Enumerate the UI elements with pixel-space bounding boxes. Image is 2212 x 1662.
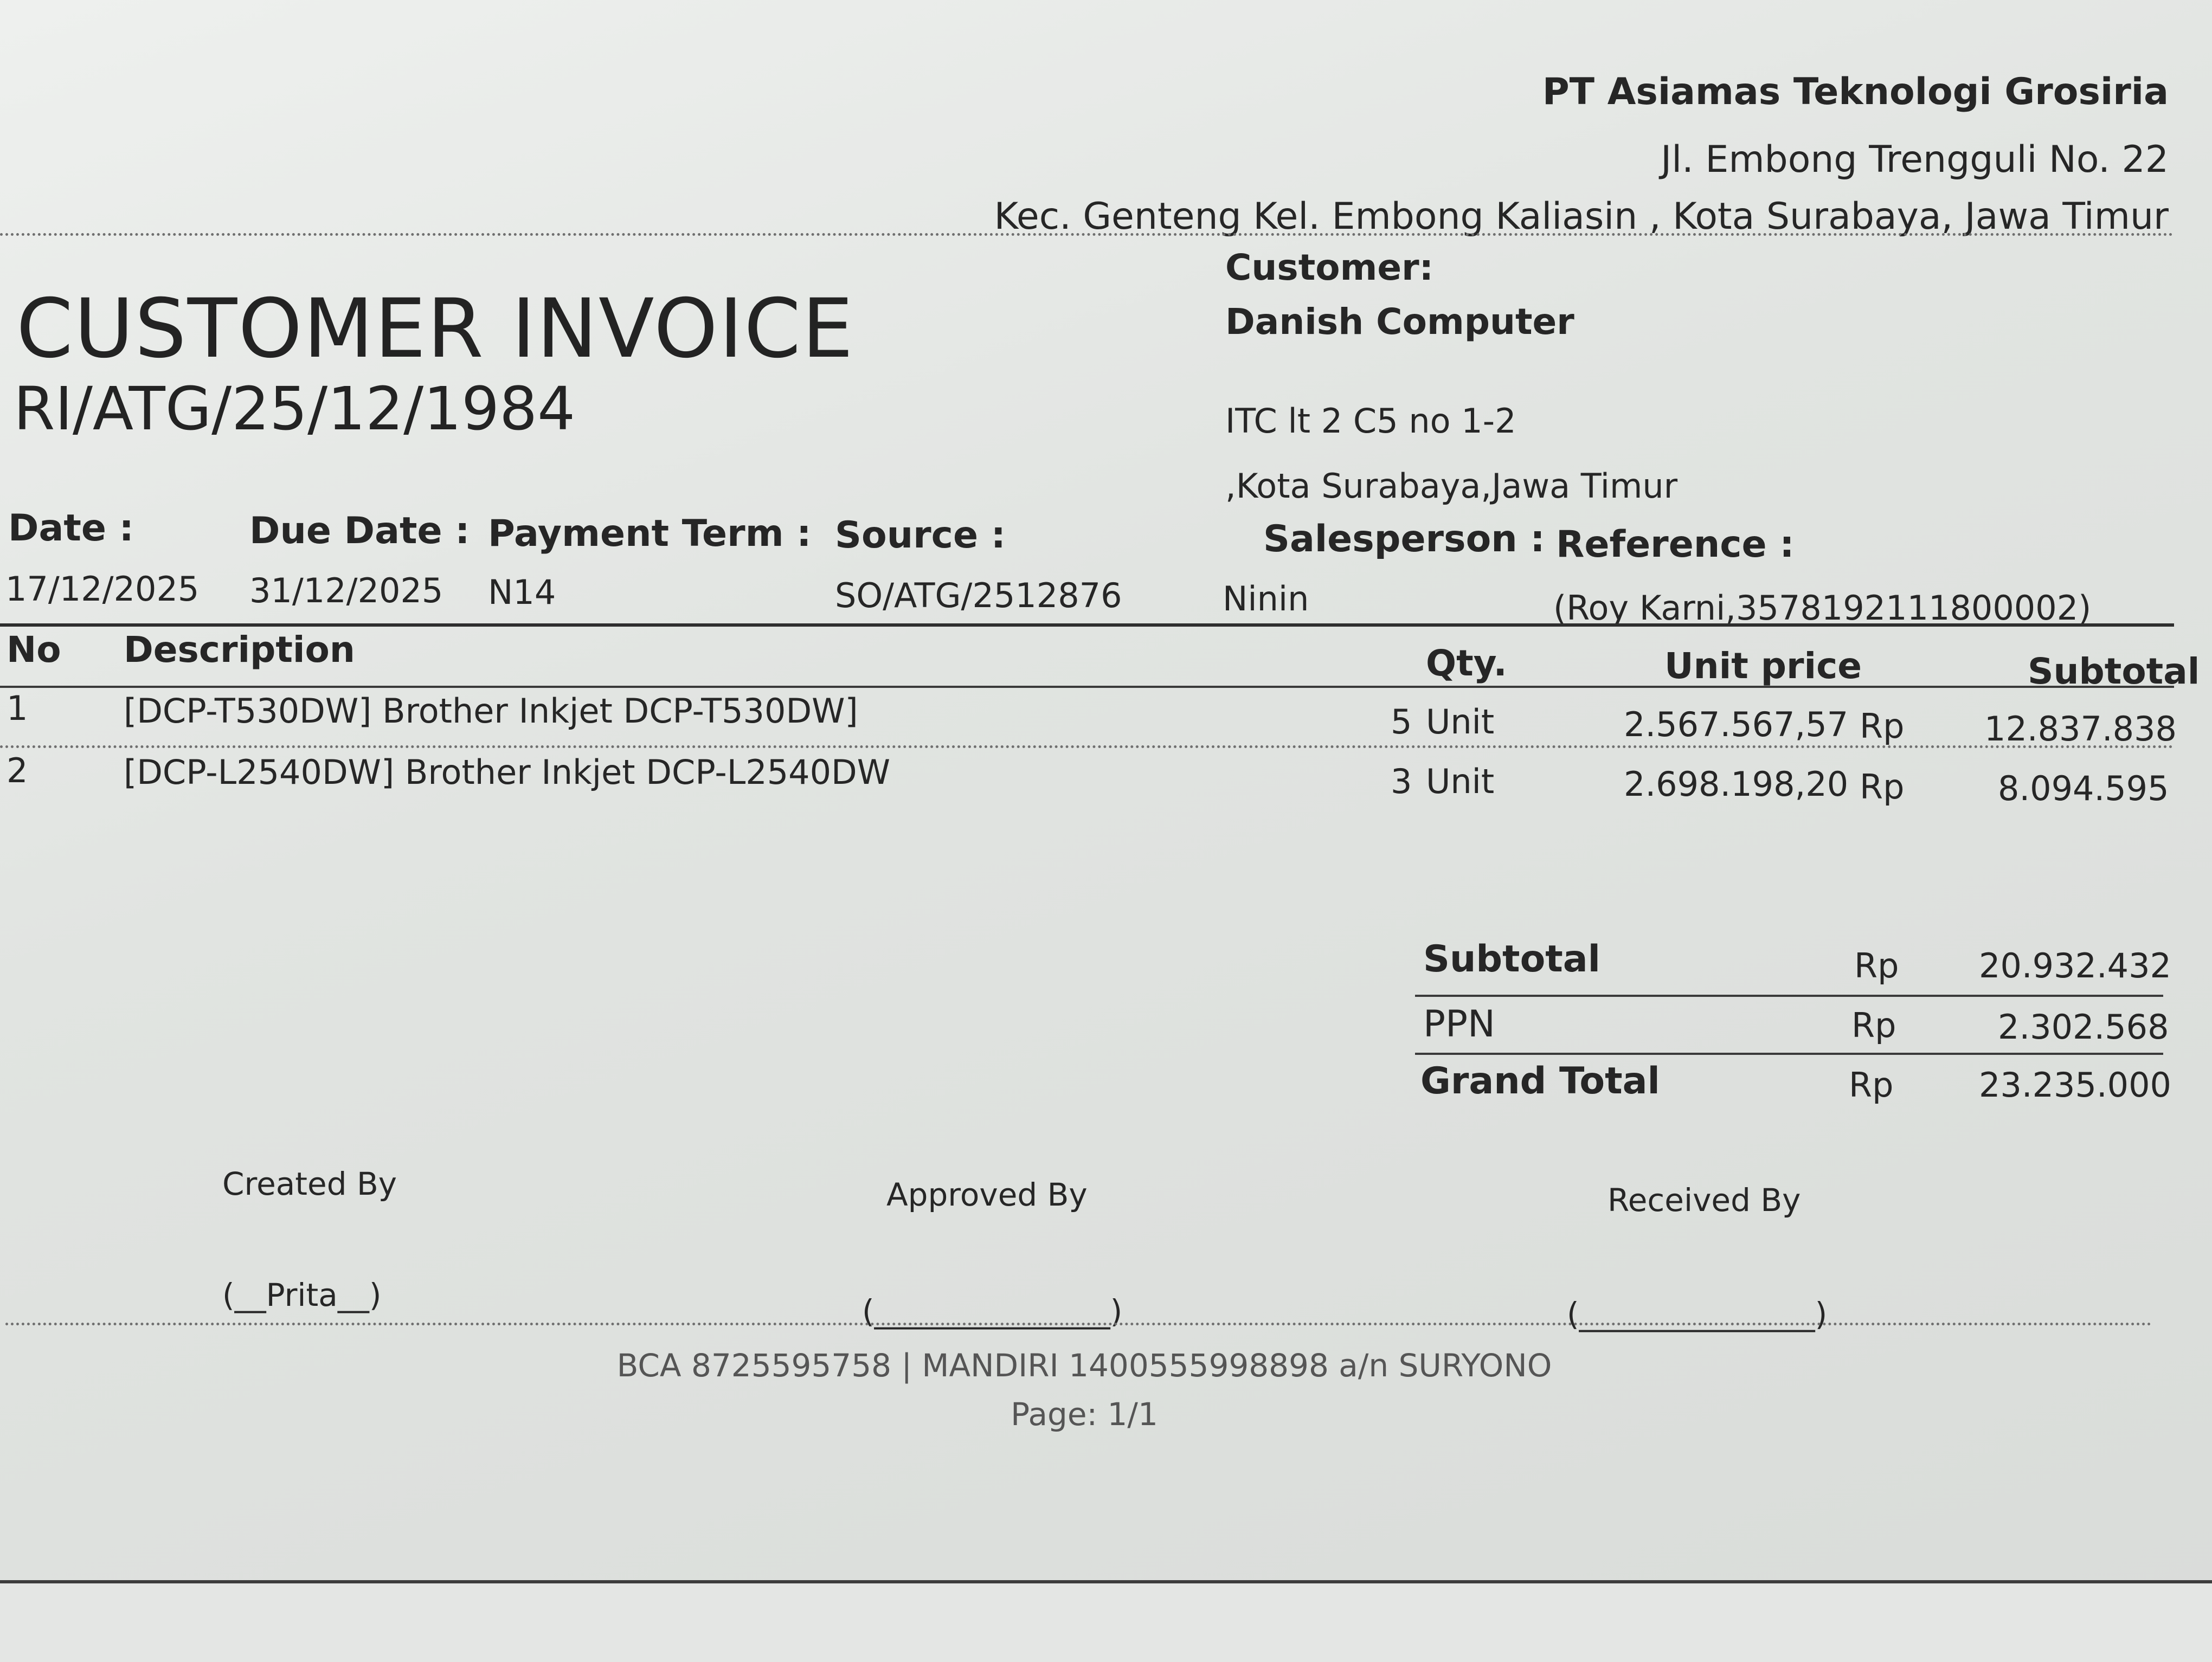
payment-term-label: Payment Term : — [488, 512, 812, 555]
table-top-rule — [0, 623, 2174, 627]
salesperson-label: Salesperson : — [1263, 518, 1545, 561]
customer-name: Danish Computer — [1225, 301, 1574, 343]
invoice-number: RI/ATG/25/12/1984 — [14, 374, 576, 443]
approved-by-label: Approved By — [886, 1176, 1088, 1213]
received-by-signature: (_______________) — [1567, 1296, 1828, 1332]
totals-subtotal-currency: Rp — [1854, 946, 1899, 985]
table-header-rule — [0, 686, 2174, 688]
table-row-1-description: [DCP-T530DW] Brother Inkjet DCP-T530DW] — [124, 691, 858, 731]
page-number: Page: 1/1 — [1011, 1396, 1158, 1433]
page-bottom-edge — [0, 1580, 2212, 1662]
column-header-qty: Qty. — [1426, 642, 1507, 684]
totals-rule-2 — [1415, 1053, 2163, 1055]
company-address-line1: Jl. Embong Trengguli No. 22 — [1661, 138, 2169, 181]
footer-divider — [5, 1323, 2152, 1325]
due-date-label: Due Date : — [249, 510, 470, 552]
table-row-2-no: 2 — [7, 751, 28, 790]
table-row-1-currency: Rp — [1860, 706, 1905, 746]
header-divider — [0, 233, 2174, 236]
salesperson-value: Ninin — [1223, 579, 1309, 619]
totals-grand-total-label: Grand Total — [1420, 1060, 1660, 1103]
table-row-1-unit: Unit — [1426, 702, 1495, 742]
due-date-value: 31/12/2025 — [249, 571, 443, 610]
totals-grand-total-value: 23.235.000 — [1979, 1065, 2171, 1105]
table-row-divider — [0, 745, 2174, 748]
table-row-1-no: 1 — [7, 688, 28, 728]
source-label: Source : — [835, 514, 1006, 557]
created-by-signature: (__Prita__) — [222, 1277, 382, 1313]
company-name: PT Asiamas Teknologi Grosiria — [1542, 70, 2169, 113]
column-header-subtotal: Subtotal — [2028, 650, 2200, 692]
totals-rule-1 — [1415, 995, 2163, 997]
table-row-1-unit-price: 2.567.567,57 — [1624, 705, 1849, 744]
totals-grand-total-currency: Rp — [1849, 1065, 1894, 1105]
created-by-label: Created By — [222, 1165, 397, 1202]
customer-label: Customer: — [1225, 247, 1434, 288]
approved-by-signature: (_______________) — [862, 1293, 1123, 1330]
column-header-no: No — [7, 629, 61, 671]
table-row-1-qty: 5 — [1391, 702, 1412, 742]
table-row-2-qty: 3 — [1391, 762, 1412, 801]
source-value: SO/ATG/2512876 — [835, 576, 1122, 615]
customer-address-line1: ITC lt 2 C5 no 1-2 — [1225, 401, 1516, 441]
reference-value: (Roy Karni,3578192111800002) — [1553, 588, 2092, 628]
totals-subtotal-value: 20.932.432 — [1979, 946, 2171, 985]
payment-term-value: N14 — [488, 572, 556, 612]
table-row-2-unit-price: 2.698.198,20 — [1624, 764, 1849, 804]
date-value: 17/12/2025 — [5, 569, 200, 609]
customer-address-line2: ,Kota Surabaya,Jawa Timur — [1225, 466, 1678, 506]
bank-info: BCA 8725595758 | MANDIRI 1400555998898 a/n SURYONO — [616, 1347, 1552, 1384]
table-row-1-subtotal: 12.837.838 — [1984, 709, 2177, 749]
table-row-2-description: [DCP-L2540DW] Brother Inkjet DCP-L2540DW — [124, 752, 891, 792]
totals-tax-currency: Rp — [1851, 1006, 1896, 1045]
invoice-title: CUSTOMER INVOICE — [16, 282, 854, 376]
date-label: Date : — [8, 507, 134, 550]
column-header-unit-price: Unit price — [1664, 645, 1862, 687]
table-row-2-subtotal: 8.094.595 — [1998, 769, 2169, 808]
totals-tax-label: PPN — [1423, 1003, 1495, 1046]
reference-label: Reference : — [1556, 523, 1795, 566]
column-header-description: Description — [124, 629, 355, 671]
table-row-2-unit: Unit — [1426, 762, 1495, 801]
totals-tax-value: 2.302.568 — [1998, 1007, 2169, 1047]
totals-subtotal-label: Subtotal — [1423, 938, 1600, 981]
received-by-label: Received By — [1607, 1182, 1801, 1219]
table-row-2-currency: Rp — [1860, 767, 1905, 807]
company-address-line2: Kec. Genteng Kel. Embong Kaliasin , Kota Surabaya, Jawa Timur — [994, 195, 2169, 238]
